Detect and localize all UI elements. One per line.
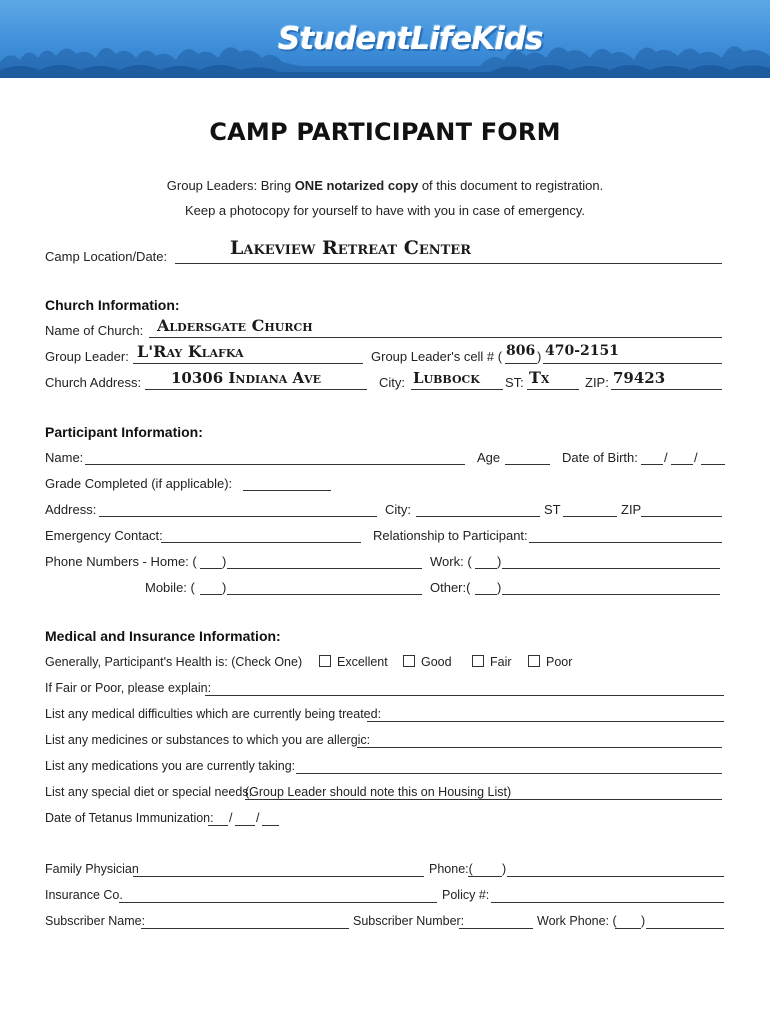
home-phone-row <box>45 554 725 572</box>
health-option-good[interactable]: Good <box>403 655 452 669</box>
participant-address-label: Address: <box>45 502 97 517</box>
church-name-row <box>45 316 725 341</box>
church-city-value: Lubbock <box>413 369 480 387</box>
other-phone-label: Other:( <box>430 580 471 595</box>
excellent-checkbox[interactable] <box>319 655 331 667</box>
other-phone-area-field[interactable] <box>475 581 497 595</box>
leader-cell-paren: ) <box>537 349 542 364</box>
mobile-phone-paren: ) <box>222 580 227 595</box>
group-leader-row <box>45 342 725 367</box>
allergic-row <box>45 733 725 751</box>
subscriber-name-field[interactable] <box>141 915 349 929</box>
age-label: Age <box>477 450 501 465</box>
physician-row <box>45 862 725 880</box>
church-name-value: Aldersgate Church <box>157 316 313 335</box>
group-leader-label: Group Leader: <box>45 349 129 364</box>
participant-address-field[interactable] <box>99 503 377 517</box>
difficulties-label: List any medical difficulties which are currently being treated: <box>45 707 382 721</box>
logo: StudentLifeKids <box>278 21 543 57</box>
medical-info-heading: Medical and Insurance Information: <box>45 628 281 644</box>
physician-phone-paren: ) <box>502 862 507 876</box>
camp-location-row <box>45 237 725 267</box>
home-phone-paren: ) <box>222 554 227 569</box>
church-name-label: Name of Church: <box>45 323 144 338</box>
subscriber-work-phone-area-field[interactable] <box>615 915 641 929</box>
diet-note: (Group Leader should note this on Housing List) <box>245 785 512 799</box>
health-option-excellent[interactable]: Excellent <box>319 655 388 669</box>
diet-label: List any special diet or special needs: <box>45 785 253 799</box>
mobile-phone-label: Mobile: ( <box>145 580 195 595</box>
subscriber-work-phone-label: Work Phone: ( <box>537 914 617 928</box>
dob-day-field[interactable] <box>671 451 693 465</box>
subscriber-work-phone-number-field[interactable] <box>646 915 724 929</box>
work-phone-paren: ) <box>497 554 502 569</box>
relationship-label: Relationship to Participant: <box>373 528 528 543</box>
physician-field[interactable] <box>133 863 424 877</box>
camp-location-value: Lakeview Retreat Center <box>230 237 471 259</box>
instruction-line-2: Keep a photocopy for yourself to have with you in case of emergency. <box>184 203 586 218</box>
participant-address-row <box>45 502 725 520</box>
poor-checkbox[interactable] <box>528 655 540 667</box>
allergic-field[interactable] <box>357 734 722 748</box>
fair-poor-field[interactable] <box>205 682 724 696</box>
participant-zip-field[interactable] <box>641 503 722 517</box>
physician-label: Family Physician <box>45 862 139 876</box>
fair-poor-row <box>45 681 725 699</box>
health-option-poor[interactable]: Poor <box>528 655 572 669</box>
other-phone-paren: ) <box>497 580 502 595</box>
header-banner <box>0 0 770 78</box>
health-row <box>45 655 725 673</box>
fair-checkbox[interactable] <box>472 655 484 667</box>
relationship-field[interactable] <box>529 529 722 543</box>
other-phone-number-field[interactable] <box>502 581 720 595</box>
church-info-heading: Church Information: <box>45 297 180 313</box>
physician-phone-number-field[interactable] <box>507 863 724 877</box>
physician-phone-area-field[interactable] <box>468 863 502 877</box>
participant-name-field[interactable] <box>85 451 465 465</box>
participant-st-field[interactable] <box>563 503 617 517</box>
home-phone-area-field[interactable] <box>200 555 222 569</box>
tetanus-slash-2: / <box>256 811 260 825</box>
dob-month-field[interactable] <box>641 451 663 465</box>
difficulties-field[interactable] <box>367 708 724 722</box>
subscriber-number-field[interactable] <box>459 915 533 929</box>
health-option-fair[interactable]: Fair <box>472 655 512 669</box>
grade-label: Grade Completed (if applicable): <box>45 476 233 491</box>
fair-poor-label: If Fair or Poor, please explain: <box>45 681 212 695</box>
policy-label: Policy #: <box>442 888 490 902</box>
tetanus-month-field[interactable] <box>208 812 228 826</box>
dob-slash-1: / <box>664 450 668 465</box>
tetanus-year-field[interactable] <box>262 812 279 826</box>
subscriber-name-label: Subscriber Name: <box>45 914 146 928</box>
participant-name-row <box>45 450 725 468</box>
leader-cell-label: Group Leader's cell # ( <box>371 349 503 364</box>
subscriber-row <box>45 914 725 932</box>
emergency-contact-field[interactable] <box>161 529 361 543</box>
home-phone-number-field[interactable] <box>227 555 422 569</box>
diet-field[interactable] <box>498 786 722 800</box>
page-title: CAMP PARTICIPANT FORM <box>209 118 561 146</box>
emergency-contact-row <box>45 528 725 546</box>
emergency-contact-label: Emergency Contact: <box>45 528 163 543</box>
participant-zip-label: ZIP <box>621 502 642 517</box>
church-address-value: 10306 Indiana Ave <box>171 369 322 387</box>
participant-st-label: ST <box>544 502 561 517</box>
difficulties-row <box>45 707 725 725</box>
church-address-row <box>45 368 725 393</box>
church-st-value: Tx <box>529 368 550 387</box>
tetanus-day-field[interactable] <box>235 812 255 826</box>
dob-slash-2: / <box>694 450 698 465</box>
grade-row <box>45 476 725 494</box>
mobile-phone-area-field[interactable] <box>200 581 222 595</box>
grade-field[interactable] <box>243 477 331 491</box>
policy-field[interactable] <box>491 889 724 903</box>
home-phone-label: Phone Numbers - Home: ( <box>45 554 197 569</box>
tetanus-label: Date of Tetanus Immunization: <box>45 811 214 825</box>
church-st-label: ST: <box>505 375 524 390</box>
participant-info-heading: Participant Information: <box>45 424 203 440</box>
church-zip-label: ZIP: <box>585 375 609 390</box>
work-phone-area-field[interactable] <box>475 555 497 569</box>
leader-cell-area-value: 806 <box>506 343 536 359</box>
work-phone-number-field[interactable] <box>502 555 720 569</box>
church-city-label: City: <box>379 375 405 390</box>
health-label: Generally, Participant's Health is: (Check One) <box>45 655 303 669</box>
allergic-label: List any medicines or substances to which you are allergic: <box>45 733 371 747</box>
mobile-phone-row <box>45 580 725 598</box>
participant-city-label: City: <box>385 502 411 517</box>
church-address-label: Church Address: <box>45 375 142 390</box>
leader-cell-number-value: 470-2151 <box>545 343 619 359</box>
participant-name-label: Name: <box>45 450 84 465</box>
insurance-label: Insurance Co. <box>45 888 123 902</box>
dob-label: Date of Birth: <box>562 450 638 465</box>
group-leader-value: L'Ray Klafka <box>137 342 244 361</box>
age-field[interactable] <box>505 451 550 465</box>
work-phone-label: Work: ( <box>430 554 472 569</box>
subscriber-work-phone-paren: ) <box>641 914 646 928</box>
diet-row <box>45 785 725 803</box>
church-zip-value: 79423 <box>613 369 666 387</box>
insurance-row <box>45 888 725 906</box>
good-checkbox[interactable] <box>403 655 415 667</box>
subscriber-number-label: Subscriber Number: <box>353 914 465 928</box>
participant-city-field[interactable] <box>416 503 540 517</box>
instruction-line-1: Group Leaders: Bring ONE notarized copy of this document to registration. <box>166 178 604 193</box>
insurance-field[interactable] <box>119 889 437 903</box>
physician-phone-label: Phone:( <box>429 862 473 876</box>
tetanus-slash-1: / <box>229 811 233 825</box>
medications-row <box>45 759 725 777</box>
mobile-phone-number-field[interactable] <box>227 581 422 595</box>
camp-location-label: Camp Location/Date: <box>45 249 168 264</box>
medications-field[interactable] <box>296 760 722 774</box>
medications-label: List any medications you are currently taking: <box>45 759 296 773</box>
tetanus-row <box>45 811 725 829</box>
dob-year-field[interactable] <box>701 451 725 465</box>
